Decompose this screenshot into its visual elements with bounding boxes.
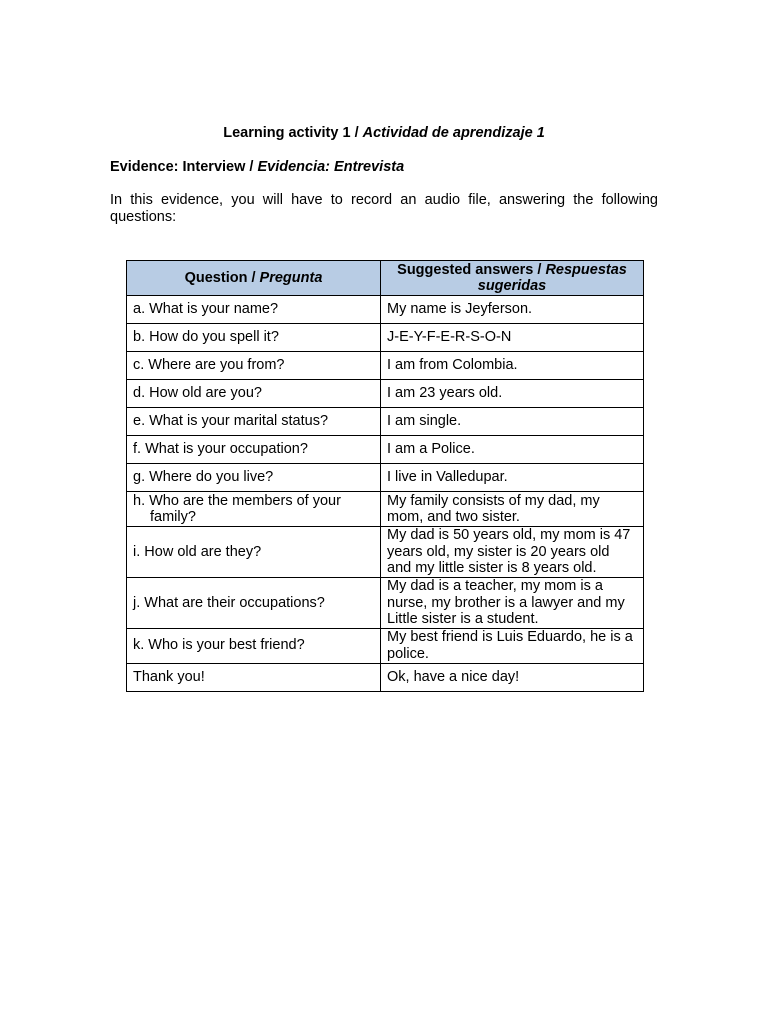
answer-cell: My dad is 50 years old, my mom is 47 years old, my sister is 20 years old and my little sister is 8 years old. <box>381 527 644 578</box>
evidence-spanish: Evidencia: Entrevista <box>257 159 405 175</box>
question-cell: d. How old are you? <box>127 380 381 408</box>
table-row <box>127 464 644 492</box>
answer-cell: I am a Police. <box>381 436 644 464</box>
question-header-separator: / <box>247 269 260 286</box>
interview-table <box>126 260 644 692</box>
question-header-english: Question <box>184 269 248 286</box>
table-row <box>127 663 644 691</box>
question-cell: Thank you! <box>127 663 381 691</box>
answer-cell: I am from Colombia. <box>381 352 644 380</box>
question-cell: a. What is your name? <box>127 296 381 324</box>
answer-cell: My dad is a teacher, my mom is a nurse, my brother is a lawyer and my Little sister is a student. <box>381 578 644 629</box>
answer-cell: J-E-Y-F-E-R-S-O-N <box>381 324 644 352</box>
table-row <box>127 296 644 324</box>
answer-cell: My family consists of my dad, my mom, and two sister. <box>381 492 644 527</box>
answer-cell: I am single. <box>381 408 644 436</box>
table-row <box>127 380 644 408</box>
intro-paragraph: In this evidence, you will have to record an audio file, answering the following questions: <box>110 192 658 225</box>
question-header-spanish: Pregunta <box>259 269 323 286</box>
table-row <box>127 492 644 527</box>
table-row <box>127 352 644 380</box>
question-cell <box>127 492 381 527</box>
question-cell: k. Who is your best friend? <box>127 628 381 663</box>
question-text: h. Who are the members of your family? <box>133 492 341 525</box>
answers-column-header <box>381 261 644 296</box>
table-row <box>127 408 644 436</box>
answer-cell: I am 23 years old. <box>381 380 644 408</box>
question-cell: g. Where do you live? <box>127 464 381 492</box>
evidence-english: Evidence: Interview <box>110 159 246 175</box>
question-cell: b. How do you spell it? <box>127 324 381 352</box>
question-cell: e. What is your marital status? <box>127 408 381 436</box>
answer-cell: My name is Jeyferson. <box>381 296 644 324</box>
title-english: Learning activity 1 <box>223 125 351 141</box>
question-column-header <box>127 261 381 296</box>
question-cell: f. What is your occupation? <box>127 436 381 464</box>
answers-header-english: Suggested answers <box>397 261 534 278</box>
table-row <box>127 578 644 629</box>
table-header-row <box>127 261 644 296</box>
page-title <box>0 125 768 141</box>
question-cell: c. Where are you from? <box>127 352 381 380</box>
answer-cell: I live in Valledupar. <box>381 464 644 492</box>
title-separator: / <box>350 125 363 141</box>
question-cell: i. How old are they? <box>127 527 381 578</box>
table-row <box>127 628 644 663</box>
answer-cell: Ok, have a nice day! <box>381 663 644 691</box>
table-row <box>127 324 644 352</box>
evidence-separator: / <box>245 159 258 175</box>
title-spanish: Actividad de aprendizaje 1 <box>362 125 545 141</box>
answers-header-spanish: Respuestas sugeridas <box>477 261 627 294</box>
answer-cell: My best friend is Luis Eduardo, he is a police. <box>381 628 644 663</box>
question-cell: j. What are their occupations? <box>127 578 381 629</box>
answers-header-separator: / <box>533 261 546 278</box>
table-row <box>127 436 644 464</box>
evidence-heading <box>110 159 404 175</box>
table-row <box>127 527 644 578</box>
